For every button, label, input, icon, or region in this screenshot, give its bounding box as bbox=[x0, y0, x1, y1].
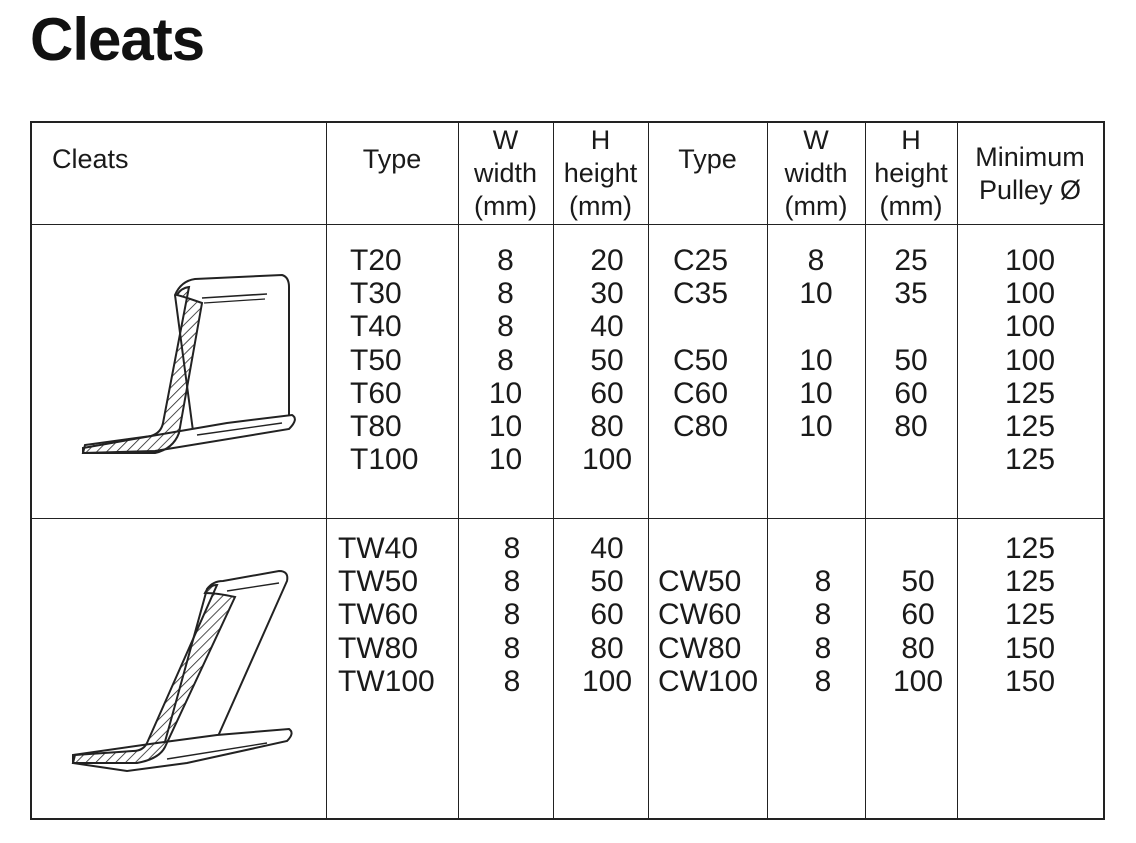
header-type: Type bbox=[362, 144, 422, 174]
cleat-type-cell: T30 bbox=[350, 277, 402, 311]
pulley-cell: 100 bbox=[1004, 244, 1056, 277]
section1-c-width-column bbox=[767, 244, 865, 476]
inclined-cleat-illustration bbox=[67, 563, 297, 783]
height-cell: 40 bbox=[590, 310, 624, 344]
header-pulley-label: Minimum bbox=[975, 142, 1085, 172]
header-width-symbol: W bbox=[803, 125, 829, 155]
column-divider bbox=[326, 123, 327, 818]
section1-c-height-column bbox=[865, 244, 957, 476]
header-minimum-pulley bbox=[957, 141, 1103, 207]
c-type-cell: C80 bbox=[673, 409, 729, 443]
c-width-cell: 8 bbox=[814, 664, 832, 698]
cleat-type-cell: T50 bbox=[350, 343, 402, 377]
header-height-unit: (mm) bbox=[879, 191, 943, 221]
header-height-symbol: H bbox=[590, 125, 611, 155]
header-width-label: width bbox=[473, 158, 538, 188]
c-type-cell: CW100 bbox=[658, 664, 759, 698]
width-cell: 8 bbox=[503, 532, 521, 565]
c-height-cell: 50 bbox=[894, 343, 928, 377]
pulley-cell: 125 bbox=[1004, 443, 1056, 477]
section1-type-column bbox=[350, 244, 418, 476]
header-height-c bbox=[865, 124, 957, 223]
height-cell: 50 bbox=[590, 343, 624, 377]
cleat-type-cell: T80 bbox=[350, 409, 402, 443]
header-width bbox=[458, 124, 553, 223]
c-type-cell: C50 bbox=[673, 343, 729, 377]
section2-type-column bbox=[338, 532, 435, 698]
height-cell: 20 bbox=[590, 244, 624, 277]
height-cell: 60 bbox=[590, 376, 624, 410]
height-cell: 30 bbox=[590, 277, 624, 311]
c-height-cell bbox=[865, 443, 957, 476]
c-height-cell: 25 bbox=[894, 244, 928, 277]
header-width-symbol: W bbox=[492, 125, 519, 155]
cleat-type-cell: T40 bbox=[350, 310, 402, 344]
c-width-cell bbox=[767, 443, 865, 476]
c-type-cell: CW50 bbox=[658, 565, 742, 599]
width-cell: 8 bbox=[497, 277, 514, 311]
section2-c-width-column bbox=[767, 532, 879, 698]
cleat-type-cell: T100 bbox=[350, 443, 419, 477]
height-cell: 100 bbox=[581, 664, 633, 698]
width-cell: 8 bbox=[497, 310, 514, 344]
pulley-cell: 125 bbox=[1004, 376, 1056, 410]
section1-c-type-column bbox=[673, 244, 728, 476]
header-width-c bbox=[767, 124, 865, 223]
c-width-cell: 10 bbox=[799, 277, 833, 311]
c-height-cell: 80 bbox=[894, 409, 928, 443]
c-type-cell: C35 bbox=[673, 277, 729, 311]
height-cell: 50 bbox=[590, 565, 624, 599]
c-type-cell: CW60 bbox=[658, 598, 742, 632]
width-cell: 8 bbox=[503, 664, 521, 698]
height-cell: 100 bbox=[581, 443, 633, 477]
cleat-type-cell: T20 bbox=[350, 244, 402, 277]
pulley-cell: 125 bbox=[1004, 565, 1056, 599]
c-height-cell: 60 bbox=[894, 376, 928, 410]
width-cell: 8 bbox=[503, 598, 521, 632]
cleats-table bbox=[30, 121, 1105, 820]
c-height-cell: 50 bbox=[901, 565, 935, 599]
header-pulley-symbol: Pulley Ø bbox=[978, 175, 1082, 205]
header-divider bbox=[32, 224, 1103, 225]
width-cell: 8 bbox=[497, 244, 514, 277]
c-type-cell bbox=[673, 443, 728, 476]
cleat-type-cell: TW100 bbox=[338, 664, 435, 698]
pulley-cell: 125 bbox=[1004, 409, 1056, 443]
c-height-cell bbox=[865, 310, 957, 343]
height-cell: 60 bbox=[590, 598, 624, 632]
section-divider bbox=[32, 518, 1103, 519]
c-height-cell bbox=[865, 532, 971, 565]
pulley-cell: 150 bbox=[1004, 631, 1056, 665]
cleat-type-cell: TW80 bbox=[338, 631, 419, 665]
width-cell: 10 bbox=[488, 376, 523, 410]
cleat-type-cell: TW50 bbox=[338, 565, 419, 599]
c-type-cell: CW80 bbox=[658, 631, 742, 665]
section1-height-column bbox=[553, 244, 661, 476]
c-type-cell: C60 bbox=[673, 376, 729, 410]
c-type-cell bbox=[658, 532, 758, 565]
c-width-cell: 10 bbox=[799, 343, 833, 377]
header-width-label: width bbox=[784, 158, 848, 188]
cleat-type-cell: TW60 bbox=[338, 598, 419, 632]
header-type-c: Type bbox=[678, 144, 737, 174]
c-width-cell bbox=[767, 310, 865, 343]
page-title: Cleats bbox=[30, 6, 205, 73]
section2-c-height-column bbox=[865, 532, 971, 698]
width-cell: 10 bbox=[488, 443, 523, 477]
pulley-cell: 100 bbox=[1004, 310, 1056, 344]
pulley-cell: 125 bbox=[1004, 532, 1056, 565]
straight-cleat-illustration bbox=[77, 263, 297, 478]
width-cell: 8 bbox=[497, 343, 514, 377]
section2-height-column bbox=[553, 532, 661, 698]
header-height bbox=[553, 124, 648, 223]
c-width-cell: 8 bbox=[814, 598, 832, 632]
c-width-cell: 10 bbox=[799, 376, 833, 410]
cleat-type-cell: TW40 bbox=[338, 532, 419, 565]
header-width-unit: (mm) bbox=[784, 191, 848, 221]
c-width-cell: 8 bbox=[807, 244, 825, 277]
section2-width-column bbox=[458, 532, 566, 698]
section1-width-column bbox=[458, 244, 553, 476]
header-width-unit: (mm) bbox=[474, 191, 537, 221]
c-type-cell: C25 bbox=[673, 244, 729, 277]
height-cell: 80 bbox=[590, 631, 624, 665]
c-width-cell bbox=[767, 532, 879, 565]
section1-pulley-column bbox=[957, 244, 1103, 476]
width-cell: 8 bbox=[503, 565, 521, 599]
c-type-cell bbox=[673, 310, 728, 343]
header-cleats: Cleats bbox=[52, 144, 129, 174]
section2-pulley-column bbox=[957, 532, 1103, 698]
header-height-unit: (mm) bbox=[569, 191, 632, 221]
pulley-cell: 100 bbox=[1004, 277, 1056, 311]
pulley-cell: 150 bbox=[1004, 664, 1056, 698]
section2-c-type-column bbox=[658, 532, 758, 698]
cleat-type-cell: T60 bbox=[350, 376, 402, 410]
height-cell: 40 bbox=[590, 532, 624, 565]
header-height-label: height bbox=[874, 158, 948, 188]
c-height-cell: 35 bbox=[894, 277, 928, 311]
pulley-cell: 100 bbox=[1004, 343, 1056, 377]
c-height-cell: 80 bbox=[901, 631, 935, 665]
header-height-label: height bbox=[563, 158, 638, 188]
c-width-cell: 10 bbox=[799, 409, 833, 443]
c-height-cell: 100 bbox=[892, 664, 944, 698]
width-cell: 10 bbox=[488, 409, 523, 443]
pulley-cell: 125 bbox=[1004, 598, 1056, 632]
c-height-cell: 60 bbox=[901, 598, 935, 632]
c-width-cell: 8 bbox=[814, 631, 832, 665]
width-cell: 8 bbox=[503, 631, 521, 665]
c-width-cell: 8 bbox=[814, 565, 832, 599]
header-height-symbol: H bbox=[901, 125, 921, 155]
height-cell: 80 bbox=[590, 409, 624, 443]
